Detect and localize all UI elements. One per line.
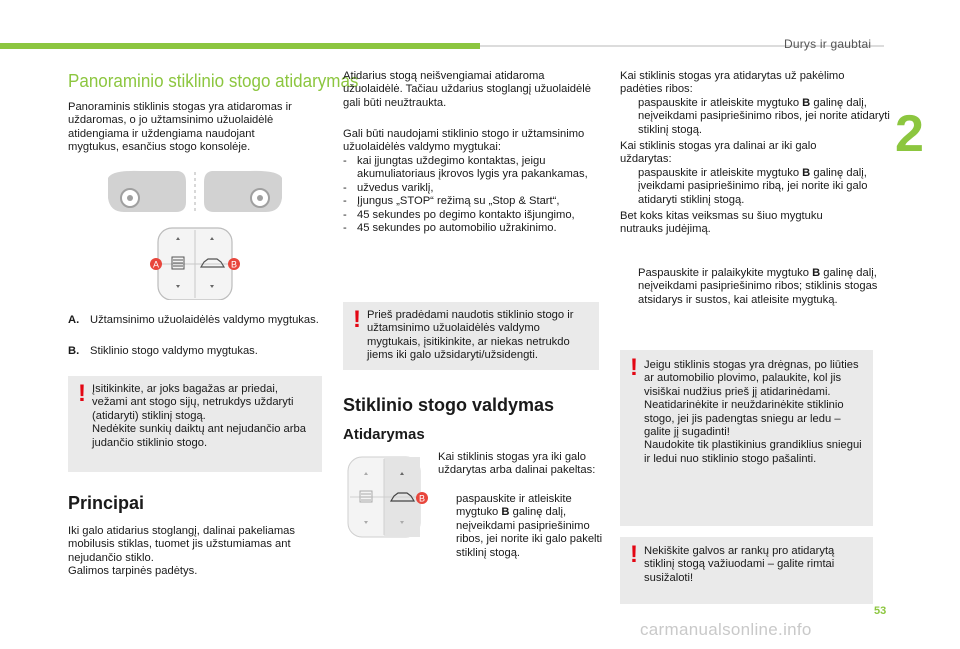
principles-text: Iki galo atidarius stoglangį, dalinai pakeliamas mobilusis stiklas, tuomet jis užstumiamas ant nejudančio stiklo. Galimos tarpinės padėtys. [68,525,295,578]
list-item: - kai įjungtas uždegimo kontaktas, jeigu akumuliatoriaus įkrovos lygis yra pakankamas, [343,155,588,181]
warning-icon: ! [78,380,86,407]
col2-paragraph-2: Gali būti naudojami stiklinio stogo ir užtamsinimo užuolaidėlės valdymo mygtukai: [343,128,585,154]
col3-paragraph-2: Kai stiklinis stogas yra dalinai ar iki galo uždarytas: [620,140,817,166]
list-item: - 45 sekundes po degimo kontakto išjungimo, [343,208,575,221]
col3-instruction-2: paspauskite ir atleiskite mygtuko B galinę dalį, įveikdami pasipriešinimo ribą, jei norite iki galo atidaryti stiklinį stogą. [638,167,868,206]
section-header: Durys ir gaubtai [784,37,872,51]
opening-intro: Kai stiklinis stogas yra iki galo uždarytas arba dalinai pakeltas: [438,451,596,477]
control-heading: Stiklinio stogo valdymas [343,395,555,415]
marker-b-label: B [418,493,426,504]
opening-subheading: Atidarymas [343,426,425,443]
col3-paragraph-3: Bet koks kitas veiksmas su šiuo mygtuku nutrauks judėjimą. [620,210,823,236]
list-item: - užvedus variklį, [343,181,434,194]
legend-b: B. Stiklinio stogo valdymo mygtukas. [68,345,258,357]
header-accent-bar [0,43,480,49]
col3-paragraph-1: Kai stiklinis stogas yra atidarytas už pakėlimo padėties ribos: [620,70,845,96]
col2-paragraph-1: Atidarius stogą neišvengiamai atidaroma užuolaidėlė. Tačiau uždarius stoglangį užuolaidėlė gali būti neužtraukta. [343,70,591,109]
warning-box-obstruction [343,302,599,370]
legend-a: A. Užtamsinimo užuolaidėlės valdymo mygtukas. [68,314,319,326]
warning-icon: ! [630,541,638,568]
principles-heading: Principai [68,493,145,513]
warning-icon: ! [630,354,638,381]
watermark: carmanualsonline.info [640,620,812,639]
warning-box-safety [620,537,873,604]
warning-text: Įsitikinkite, ar joks bagažas ar priedai, vežami ant stogo sijų, netrukdys uždaryti (atidaryti) stiklinį stogą. Nedėkite sunkių daiktų ant nejudančio arba judančio stiklinio stogo. [92,383,306,449]
warning-box-weather [620,350,873,526]
roof-console-illustration [100,168,290,300]
intro-paragraph: Panoraminis stiklinis stogas yra atidaromas ir uždaromas, o jo užtamsinimo užuolaidėlė atidengiama ir uždengiama naudojant mygtukus, esančius stogo konsolėje. [68,101,292,154]
page-title: Panoraminio stiklinio stogo atidarymas [68,70,359,91]
roof-console-icon [100,168,290,300]
warning-icon: ! [353,306,361,333]
marker-b-label: B [230,259,238,270]
warning-text: Nekiškite galvos ar rankų pro atidarytą stiklinį stogą važiuodami – galite rimtai susižaloti! [644,545,835,584]
roof-button-illustration [346,455,430,539]
col3-instruction-3: Paspauskite ir palaikykite mygtuko B galinę dalį, neįveikdami pasipriešinimo ribos; stiklinis stogas atsidarys ir sustos, kai atleisite mygtuką. [638,267,878,306]
roof-button-icon [346,455,430,539]
chapter-number: 2 [895,105,924,163]
opening-instruction: paspauskite ir atleiskite mygtuko B galinę dalį, neįveikdami pasipriešinimo ribos, jei norite iki galo pakelti stiklinį stogą. [456,493,603,559]
warning-text: Jeigu stiklinis stogas yra drėgnas, po liūties ar automobilio plovimo, palaukite, kol jis visiškai nudžius prieš jį atidarinėdami. Neatidarinėkite ir neuždarinėkite stiklinio stogo, jei jis padengtas sniegu ar ledu – galite jį sugadinti! Naudokite tik plastikinius grandiklius sniegui ir ledui nuo stiklinio stogo pašalinti. [644,359,862,465]
list-item: - Įjungus „STOP“ režimą su „Stop & Start“, [343,195,560,208]
warning-box-luggage [68,376,322,472]
col3-instruction-1: paspauskite ir atleiskite mygtuko B galinę dalį, neįveikdami pasipriešinimo ribos, jei norite atidaryti stiklinį stogą. [638,97,890,136]
page-number: 53 [874,605,887,617]
warning-text: Prieš pradėdami naudotis stiklinio stogo ir užtamsinimo užuolaidėlės valdymo mygtukais, įsitikinkite, ar niekas netrukdo jiems iki galo užsidaryti/užsidengti. [367,309,574,362]
conditions-list [343,155,598,235]
list-item: - 45 sekundes po automobilio užrakinimo. [343,222,557,235]
marker-a-label: A [152,259,160,270]
